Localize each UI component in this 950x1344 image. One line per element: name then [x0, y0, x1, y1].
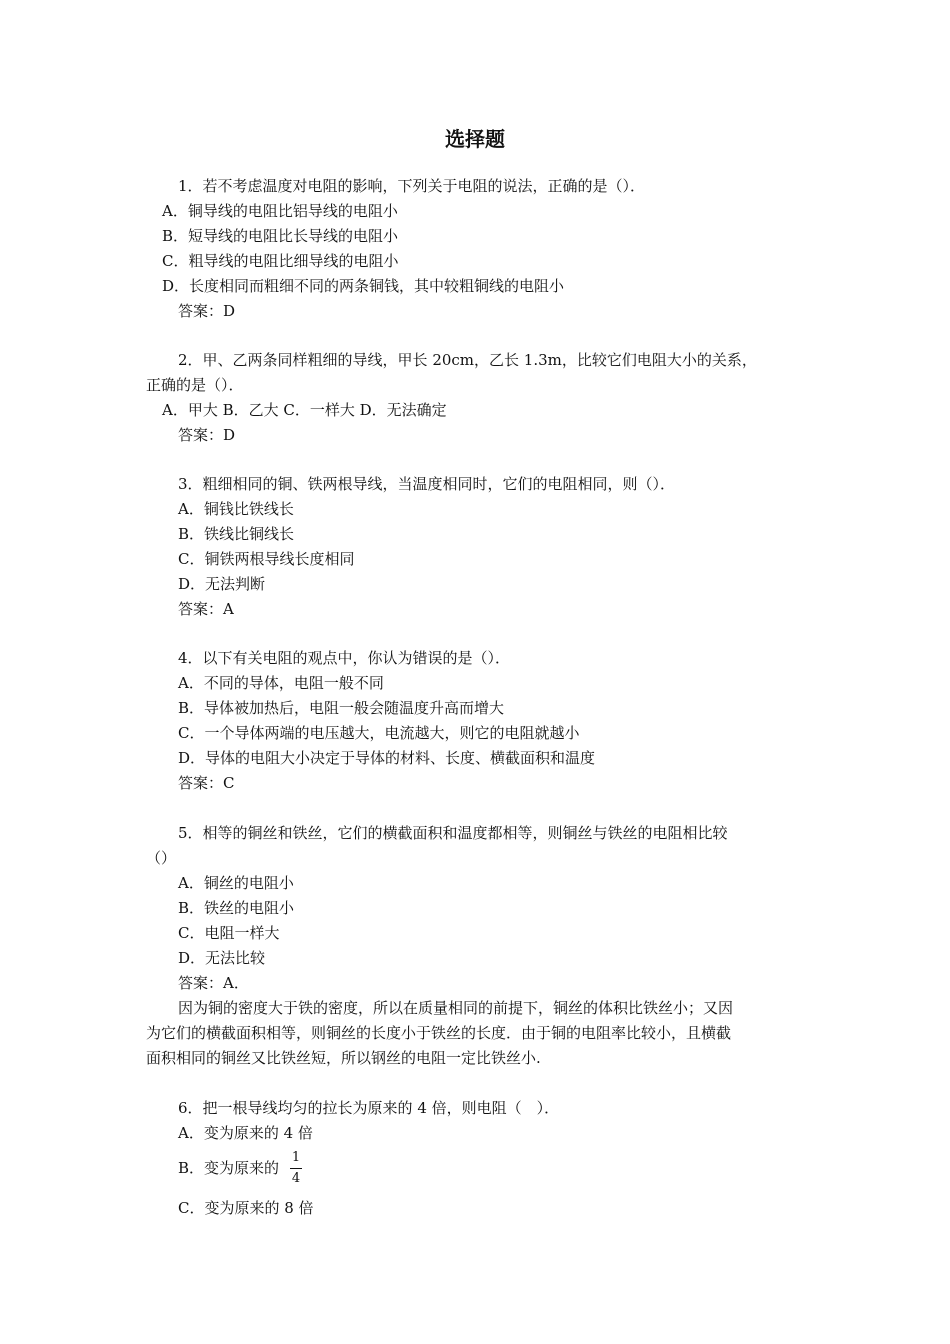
question-2-stem-line-2: 正确的是（）． [146, 376, 244, 394]
question-6-option-b: B．变为原来的 [178, 1159, 280, 1177]
question-3-option-d: D．无法判断 [178, 575, 266, 593]
question-2-options: A．甲大 B．乙大 C．一样大 D．无法确定 [162, 401, 447, 419]
question-4-stem: 4．以下有关电阻的观点中，你认为错误的是（）． [178, 649, 511, 667]
question-3-option-b: B．铁线比铜线长 [178, 525, 295, 543]
question-3-stem: 3．粗细相同的铜、铁两根导线，当温度相同时，它们的电阻相同，则（）． [178, 475, 676, 493]
question-2-stem-line-1: 2．甲、乙两条同样粗细的导线，甲长 20cm，乙长 1.3m，比较它们电阻大小的关系， [178, 351, 757, 369]
question-4-option-b: B．导体被加热后，电阻一般会随温度升高而增大 [178, 699, 505, 717]
question-1-option-b: B．短导线的电阻比长导线的电阻小 [162, 227, 399, 245]
question-5-stem-line-2: （） [146, 849, 177, 867]
question-3-option-a: A．铜钱比铁线长 [178, 500, 294, 518]
question-5-explanation-line-1: 因为铜的密度大于铁的密度，所以在质量相同的前提下，铜丝的体积比铁丝小；又因 [178, 999, 734, 1017]
fraction-bar [290, 1168, 302, 1169]
page-title: 选择题 [445, 127, 505, 151]
question-1-stem: 1．若不考虑温度对电阻的影响，下列关于电阻的说法，正确的是（）． [178, 177, 646, 195]
question-1-option-c: C．粗导线的电阻比细导线的电阻小 [162, 252, 399, 270]
question-1-option-d: D．长度相同而粗细不同的两条铜钱，其中较粗铜线的电阻小 [162, 277, 565, 295]
question-3-answer: 答案：A [178, 600, 234, 618]
fraction-denominator: 4 [291, 1171, 301, 1186]
fraction-numerator: 1 [291, 1150, 301, 1165]
question-5-explanation-line-2: 为它们的横截面积相等，则铜丝的长度小于铁丝的长度．由于铜的电阻率比较小，且横截 [146, 1024, 732, 1042]
question-3-option-c: C．铜铁两根导线长度相同 [178, 550, 355, 568]
question-4-option-c: C．一个导体两端的电压越大，电流越大，则它的电阻就越小 [178, 724, 580, 742]
question-4-answer: 答案：C [178, 774, 235, 792]
question-4-option-d: D．导体的电阻大小决定于导体的材料、长度、横截面积和温度 [178, 749, 596, 767]
question-5-answer: 答案：A． [178, 974, 249, 992]
question-2-answer: 答案：D [178, 426, 236, 444]
question-5-option-d: D．无法比较 [178, 949, 266, 967]
question-1-option-a: A．铜导线的电阻比铝导线的电阻小 [162, 202, 398, 220]
question-5-explanation-line-3: 面积相同的铜丝又比铁丝短，所以钢丝的电阻一定比铁丝小. [146, 1049, 541, 1067]
question-1-answer: 答案：D [178, 302, 236, 320]
question-6-option-c: C．变为原来的 8 倍 [178, 1199, 314, 1217]
question-5-option-c: C．电阻一样大 [178, 924, 280, 942]
question-4-option-a: A．不同的导体，电阻一般不同 [178, 674, 384, 692]
question-6-option-a: A．变为原来的 4 倍 [178, 1124, 313, 1142]
question-5-stem-line-1: 5．相等的铜丝和铁丝，它们的横截面积和温度都相等，则铜丝与铁丝的电阻相比较 [178, 824, 728, 842]
question-5-option-b: B．铁丝的电阻小 [178, 899, 295, 917]
question-6-stem: 6．把一根导线均匀的拉长为原来的 4 倍，则电阻（ ）． [178, 1099, 560, 1117]
question-5-option-a: A．铜丝的电阻小 [178, 874, 294, 892]
